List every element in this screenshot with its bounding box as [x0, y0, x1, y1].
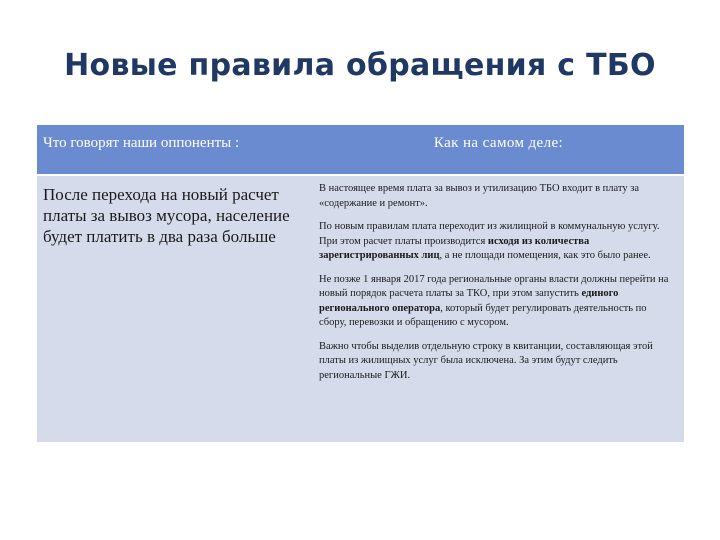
table-row	[37, 176, 684, 442]
fact-paragraph-2	[319, 220, 676, 264]
fact-3-text-c: , который будет регулировать деятельность по сбору, перевозки и обращению с мусором.	[319, 302, 647, 328]
fact-3-text-a: Не позже 1 января 2017 года региональные органы власти должны перейти на новый порядок расчета платы за ТКО, при этом запустить	[319, 273, 669, 299]
slide-title: Новые правила обращения с ТБО	[64, 48, 656, 83]
body-divider	[305, 176, 313, 442]
opponents-claim: После перехода на новый расчет платы за вывоз мусора, население будет платить в два раза больше	[37, 176, 305, 442]
header-opponents: Что говорят наши оппоненты :	[37, 125, 305, 174]
fact-paragraph-1: В настоящее время плата за вывоз и утилизацию ТБО входит в плату за «содержание и ремонт».	[319, 183, 640, 209]
fact-2-emphasis: исходя из количества зарегистрированных лиц	[319, 235, 590, 261]
reality-facts	[313, 176, 684, 442]
fact-paragraph-4: Важно чтобы выделив отдельную строку в квитанции, составляющая этой платы из жилищных услуг была исключена. За этим будут следить региональные ГЖИ.	[319, 340, 653, 381]
comparison-table	[37, 125, 684, 442]
fact-paragraph-3	[319, 273, 676, 331]
fact-2-text-a: По новым правилам плата переходит из жилищной в коммунальную услугу. При этом расчет платы производится	[319, 221, 660, 247]
header-reality: Как на самом деле:	[313, 125, 684, 174]
table-header-row	[37, 125, 684, 174]
fact-3-emphasis: единого регионального оператора	[319, 288, 619, 314]
fact-2-text-c: , а не площади помещения, как это было ранее.	[439, 250, 651, 261]
header-divider	[305, 125, 313, 174]
